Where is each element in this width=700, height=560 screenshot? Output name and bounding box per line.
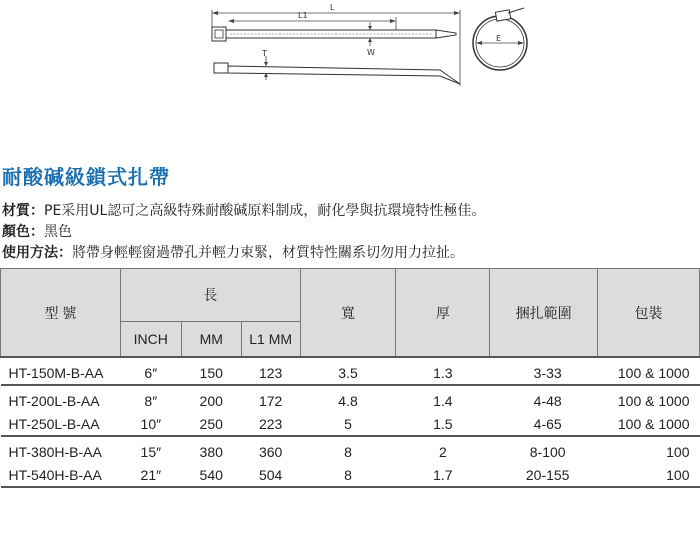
cell-l1: 123: [241, 357, 300, 385]
spec-usage-value: 將帶身輕輕窗過帶孔并輕力束緊，材質特性關系切勿用力拉扯。: [72, 245, 464, 261]
spec-color-label: 顏色：: [2, 224, 44, 240]
cell-mm: 250: [199, 415, 223, 432]
cell-inch: 21″: [120, 463, 181, 487]
cell-range: 3-33: [490, 357, 598, 385]
cell-l1: 504: [241, 463, 300, 487]
cell-range: 8-100: [490, 436, 598, 463]
cell-model: HT-250L-B-AA: [8, 415, 100, 432]
cell-width: 4.8: [300, 385, 396, 412]
spec-color: [2, 221, 72, 241]
cell-inch: 6″: [120, 357, 181, 385]
cell-package: 100: [598, 436, 700, 463]
cell-mm: 200: [181, 385, 241, 412]
table-row: [1, 357, 700, 385]
cell-l1: 223: [258, 415, 283, 432]
cell-range: 4-48: [490, 385, 598, 412]
header-length: 長: [120, 269, 300, 322]
cell-mm: 540: [181, 463, 241, 487]
header-thickness: 厚: [396, 269, 490, 358]
cell-inch: 8″: [120, 385, 181, 412]
dim-w-label: W: [367, 48, 375, 57]
cell-mm: 380: [181, 436, 241, 463]
cell-inch: 10″: [140, 415, 162, 432]
cell-package: 100 & 1000: [617, 415, 690, 432]
table-row: [1, 412, 700, 436]
spec-material-value: PE采用UL認可之高級特殊耐酸碱原料制成，耐化學與抗環境特性極佳。: [44, 203, 486, 219]
spec-material: [2, 200, 485, 220]
cell-model: HT-380H-B-AA: [1, 436, 121, 463]
page-title: 耐酸碱級鎖式扎帶: [2, 165, 170, 189]
table-row: [1, 436, 700, 463]
header-model: 型 號: [1, 269, 121, 358]
header-package: 包裝: [598, 269, 700, 358]
spec-table: [0, 268, 700, 488]
cell-range: 20-155: [490, 463, 598, 487]
header-mm: MM: [181, 322, 241, 358]
dim-e-label: E: [496, 34, 502, 43]
cell-thickness: 2: [396, 436, 490, 463]
cell-l1: 172: [241, 385, 300, 412]
dim-l1-label: L1: [298, 11, 308, 20]
table-row: [1, 385, 700, 412]
cell-inch: 15″: [120, 436, 181, 463]
table-row: [1, 463, 700, 487]
cell-l1: 360: [241, 436, 300, 463]
cell-thickness: 1.5: [433, 415, 453, 432]
cell-width: 8: [300, 463, 396, 487]
cell-mm: 150: [181, 357, 241, 385]
cable-tie-diagram: [0, 0, 700, 160]
cell-package: 100 & 1000: [598, 357, 700, 385]
header-bundle-range: 捆扎範圍: [490, 269, 598, 358]
cell-thickness: 1.4: [396, 385, 490, 412]
dim-t-label: T: [262, 49, 267, 58]
cell-thickness: 1.3: [396, 357, 490, 385]
spec-usage: [2, 242, 464, 262]
spec-usage-label: 使用方法：: [2, 245, 72, 261]
spec-material-label: 材質：: [2, 203, 44, 219]
cell-model: HT-540H-B-AA: [1, 463, 121, 487]
cell-width: 3.5: [300, 357, 396, 385]
cell-width: 5: [344, 415, 352, 432]
dim-l-label: L: [330, 3, 335, 12]
header-width: 寬: [300, 269, 396, 358]
cell-package: 100: [598, 463, 700, 487]
cell-width: 8: [300, 436, 396, 463]
cell-range: 4-65: [533, 415, 562, 432]
header-l1mm: L1 MM: [241, 322, 300, 358]
cell-package: 100 & 1000: [598, 385, 700, 412]
header-inch: INCH: [120, 322, 181, 358]
cell-model: HT-150M-B-AA: [1, 357, 121, 385]
cell-model: HT-200L-B-AA: [1, 385, 121, 412]
cell-thickness: 1.7: [396, 463, 490, 487]
spec-color-value: 黑色: [44, 224, 72, 240]
